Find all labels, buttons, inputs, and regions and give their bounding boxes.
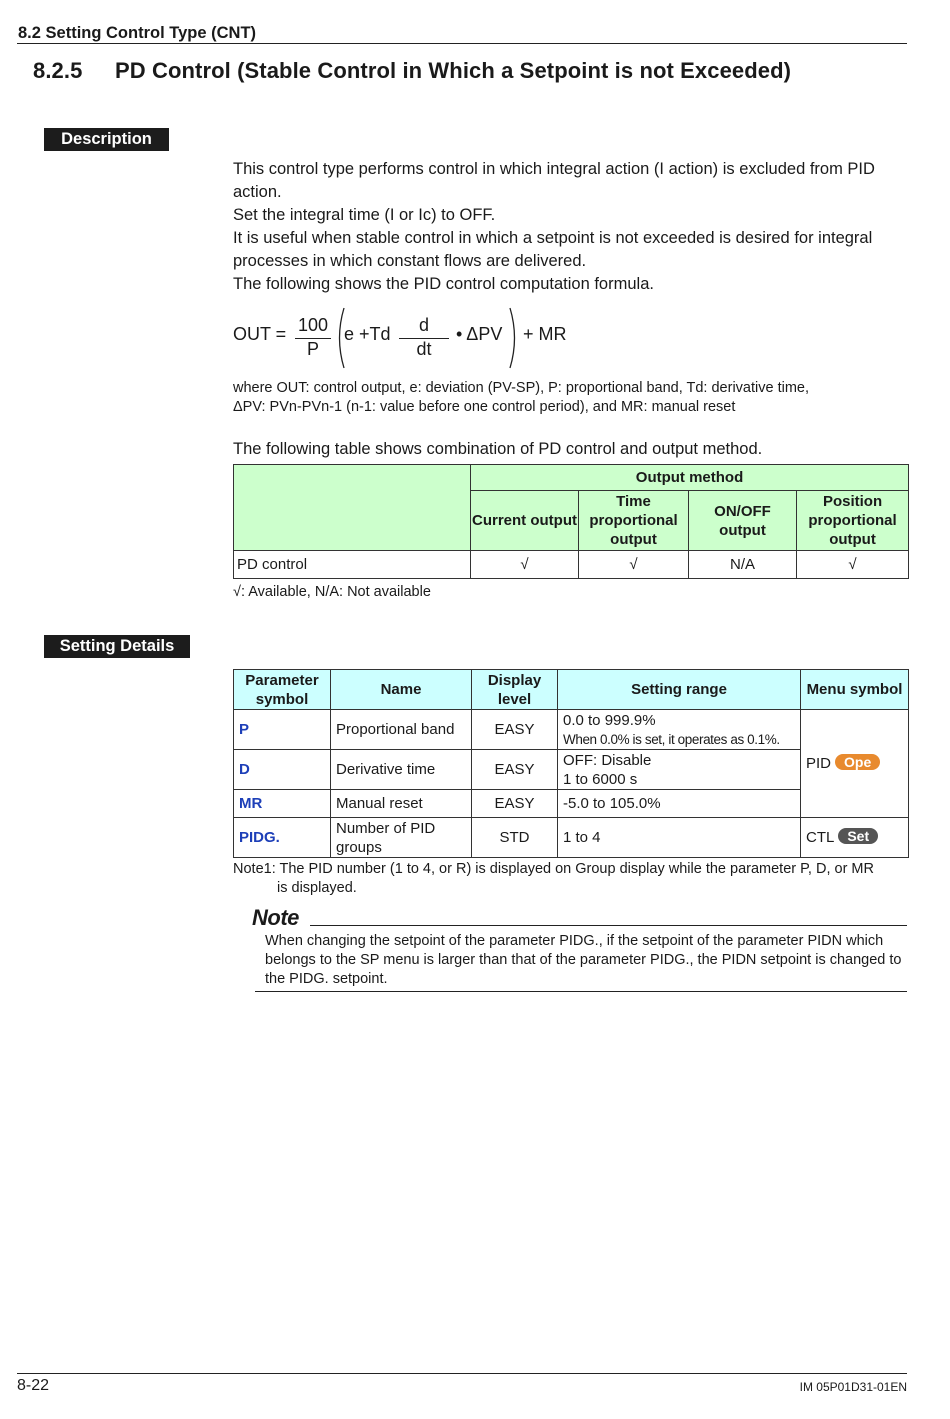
formula-denominator: P <box>306 339 319 359</box>
column-header: Menu symbol <box>801 670 909 710</box>
display-level: EASY <box>472 710 558 750</box>
parameter-symbol: P <box>234 710 331 750</box>
formula-dt: dt <box>416 339 432 359</box>
column-header: ON/OFF output <box>689 491 797 551</box>
output-method-header: Output method <box>471 465 909 491</box>
parameter-symbol: MR <box>234 790 331 818</box>
row-label: PD control <box>234 551 471 579</box>
set-key-icon: Set <box>838 828 878 844</box>
description-line: It is useful when stable control in which a setpoint is not exceeded is desired for integral processes in which constant flows are delivered. <box>233 229 873 270</box>
formula-legend-line: ΔPV: PVn-PVn-1 (n-1: value before one control period), and MR: manual reset <box>233 399 736 415</box>
menu-symbol-text: PID <box>806 755 832 772</box>
note1-line: Note1: The PID number (1 to 4, or R) is displayed on Group display while the parameter P, D, or MR <box>233 861 874 877</box>
setting-range: 1 to 4 <box>558 818 801 858</box>
description-line: The following shows the PID control computation formula. <box>233 275 654 293</box>
output-table-intro: The following table shows combination of PD control and output method. <box>233 440 763 458</box>
page-title <box>33 58 791 84</box>
setting-details-tag: Setting Details <box>44 635 190 658</box>
column-header: Display level <box>472 670 558 710</box>
setting-range <box>558 750 801 790</box>
formula-e-td: e +Td <box>344 324 391 344</box>
note-text <box>265 932 905 989</box>
table-corner <box>234 465 471 551</box>
description-line: Set the integral time (I or Ic) to OFF. <box>233 206 496 224</box>
formula-delta-pv: • ΔPV <box>456 324 503 344</box>
table-cell: √ <box>579 551 689 579</box>
right-paren <box>508 306 520 370</box>
section-header: 8.2 Setting Control Type (CNT) <box>18 24 257 42</box>
formula-legend-line: where OUT: control output, e: deviation (PV-SP), P: proportional band, Td: derivative time, <box>233 380 809 396</box>
description-line: This control type performs control in which integral action (I action) is excluded from PID action. <box>233 160 875 201</box>
description-tag: Description <box>44 128 169 151</box>
page-number: 8-22 <box>17 1377 50 1394</box>
note-heading: Note <box>252 905 299 930</box>
pid-formula <box>233 306 653 372</box>
parameter-name: Number of PID groups <box>331 818 472 858</box>
column-header: Current output <box>471 491 579 551</box>
formula-legend <box>233 379 913 417</box>
menu-symbol-text: CTL <box>806 829 835 846</box>
parameter-symbol: PIDG. <box>234 818 331 858</box>
column-header: Position proportional output <box>797 491 909 551</box>
parameter-name: Derivative time <box>331 750 472 790</box>
column-header: Parameter symbol <box>234 670 331 710</box>
column-header: Time proportional output <box>579 491 689 551</box>
header-rule <box>17 43 907 44</box>
column-header: Setting range <box>558 670 801 710</box>
setting-range-line: 0.0 to 999.9% <box>563 711 656 729</box>
table-row <box>234 551 909 579</box>
formula-mr: + MR <box>523 324 567 344</box>
menu-symbol <box>801 818 909 858</box>
parameter-name: Proportional band <box>331 710 472 750</box>
page-title-number: 8.2.5 <box>33 58 83 83</box>
setting-range <box>558 710 801 750</box>
note-rule <box>310 925 907 926</box>
menu-symbol <box>801 710 909 818</box>
setting-range-line: OFF: Disable <box>563 751 652 769</box>
note-paragraph: When changing the setpoint of the parameter PIDG., if the setpoint of the parameter PIDN which belongs to the SP menu is larger than that of the parameter PIDG., the PIDN setpoint is changed to the PIDG. setpoint. <box>265 933 902 987</box>
description-text <box>233 158 913 296</box>
formula-numerator: 100 <box>297 315 329 335</box>
table-cell: √ <box>471 551 579 579</box>
display-level: STD <box>472 818 558 858</box>
display-level: EASY <box>472 750 558 790</box>
formula-out: OUT = <box>233 324 287 344</box>
note-rule <box>255 991 907 992</box>
setting-range-note: When 0.0% is set, it operates as 0.1%. <box>563 731 780 747</box>
parameter-symbol: D <box>234 750 331 790</box>
output-method-table <box>233 464 909 579</box>
parameter-name: Manual reset <box>331 790 472 818</box>
formula-d: d <box>418 315 429 335</box>
column-header: Name <box>331 670 472 710</box>
setting-range: -5.0 to 105.0% <box>558 790 801 818</box>
page-title-text: PD Control (Stable Control in Which a Setpoint is not Exceeded) <box>115 58 792 83</box>
availability-legend: √: Available, N/A: Not available <box>233 584 431 600</box>
table-row <box>234 710 909 750</box>
ope-key-icon: Ope <box>835 754 880 770</box>
setting-range-line: 1 to 6000 s <box>563 770 638 788</box>
footer-rule <box>17 1373 907 1374</box>
table-row <box>234 818 909 858</box>
display-level: EASY <box>472 790 558 818</box>
document-id: IM 05P01D31-01EN <box>799 1380 907 1394</box>
table-cell: N/A <box>689 551 797 579</box>
note1-line: is displayed. <box>277 880 357 896</box>
table-cell: √ <box>797 551 909 579</box>
parameter-table <box>233 669 909 858</box>
note1 <box>233 860 913 898</box>
